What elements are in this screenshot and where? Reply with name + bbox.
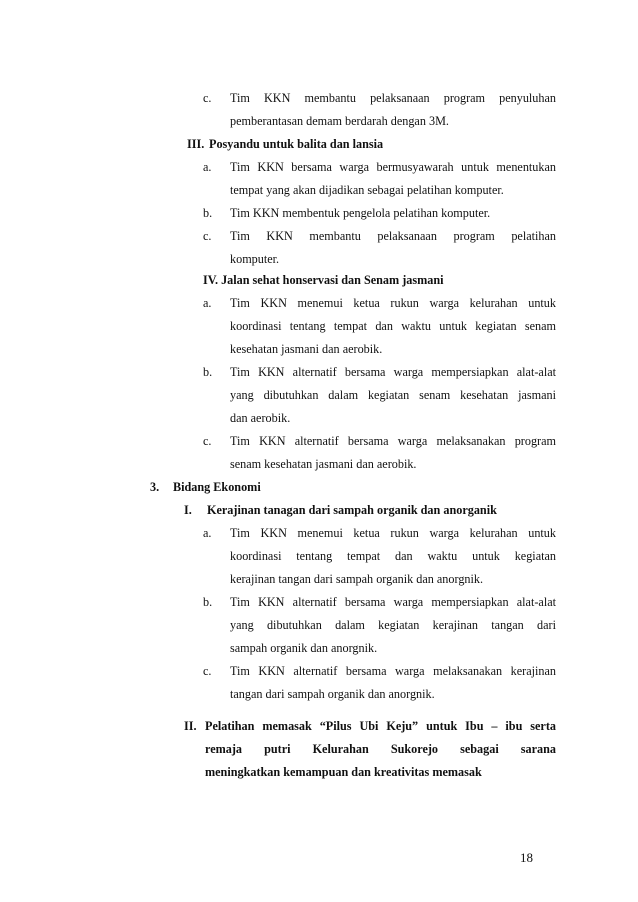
list-item-text: yang dibutuhkan dalam kegiatan kerajinan tangan dari: [230, 618, 556, 632]
list-item-text: yang dibutuhkan dalam kegiatan senam kesehatan jasmani: [230, 388, 556, 402]
list-item-text: Tim KKN alternatif bersama warga mempersiapkan alat-alat: [230, 595, 556, 609]
list-item-text: sampah organik dan anorgnik.: [230, 641, 378, 655]
list-item-text: tangan dari sampah organik dan anorgnik.: [230, 687, 435, 701]
list-marker: b.: [203, 595, 213, 609]
list-item-text: pemberantasan demam berdarah dengan 3M.: [230, 114, 449, 128]
list-item-text: Tim KKN alternatif bersama warga melaksanakan program: [230, 434, 556, 448]
list-item-text: koordinasi tentang tempat dan waktu untuk kegiatan: [230, 549, 556, 563]
section-heading: meningkatkan kemampuan dan kreativitas memasak: [205, 765, 482, 779]
list-item-text: kesehatan jasmani dan aerobik.: [230, 342, 383, 356]
list-marker: c.: [203, 664, 212, 678]
section-heading: Pelatihan memasak “Pilus Ubi Keju” untuk Ibu – ibu serta: [205, 719, 556, 733]
list-item-text: Tim KKN alternatif bersama warga mempersiapkan alat-alat: [230, 365, 556, 379]
list-item-text: dan aerobik.: [230, 411, 291, 425]
list-item-text: Tim KKN membentuk pengelola pelatihan komputer.: [230, 206, 491, 220]
list-item-text: Tim KKN bersama warga bermusyawarah untuk menentukan: [230, 160, 556, 174]
list-marker: b.: [203, 365, 213, 379]
section-heading: Kerajinan tanagan dari sampah organik dan anorganik: [207, 503, 497, 517]
list-marker: c.: [203, 229, 212, 243]
section-marker: 3.: [150, 480, 160, 494]
list-item-text: tempat yang akan dijadikan sebagai pelatihan komputer.: [230, 183, 504, 197]
page-number: 18: [520, 850, 533, 865]
list-item-text: senam kesehatan jasmani dan aerobik.: [230, 457, 417, 471]
list-marker: c.: [203, 91, 212, 105]
list-marker: a.: [203, 160, 212, 174]
section-heading: Bidang Ekonomi: [173, 480, 261, 494]
section-marker: I.: [184, 503, 192, 517]
section-heading: Posyandu untuk balita dan lansia: [209, 137, 384, 151]
list-marker: b.: [203, 206, 213, 220]
list-item-text: Tim KKN menemui ketua rukun warga kelurahan untuk: [230, 296, 556, 310]
list-marker: c.: [203, 434, 212, 448]
list-item-text: komputer.: [230, 252, 280, 266]
list-marker: a.: [203, 526, 212, 540]
section-marker: II.: [184, 719, 197, 733]
section-heading: remaja putri Kelurahan Sukorejo sebagai sarana: [205, 742, 556, 756]
list-item-text: kerajinan tangan dari sampah organik dan anorgnik.: [230, 572, 484, 586]
list-item-text: Tim KKN membantu pelaksanaan program pelatihan: [230, 229, 556, 243]
list-item-text: Tim KKN membantu pelaksanaan program penyuluhan: [230, 91, 556, 105]
list-marker: a.: [203, 296, 212, 310]
list-item-text: Tim KKN alternatif bersama warga melaksanakan kerajinan: [230, 664, 556, 678]
list-item-text: Tim KKN menemui ketua rukun warga kelurahan untuk: [230, 526, 556, 540]
section-heading: IV. Jalan sehat honservasi dan Senam jasmani: [203, 273, 444, 287]
list-item-text: koordinasi tentang tempat dan waktu untuk kegiatan senam: [230, 319, 556, 333]
section-marker: III.: [187, 137, 205, 151]
